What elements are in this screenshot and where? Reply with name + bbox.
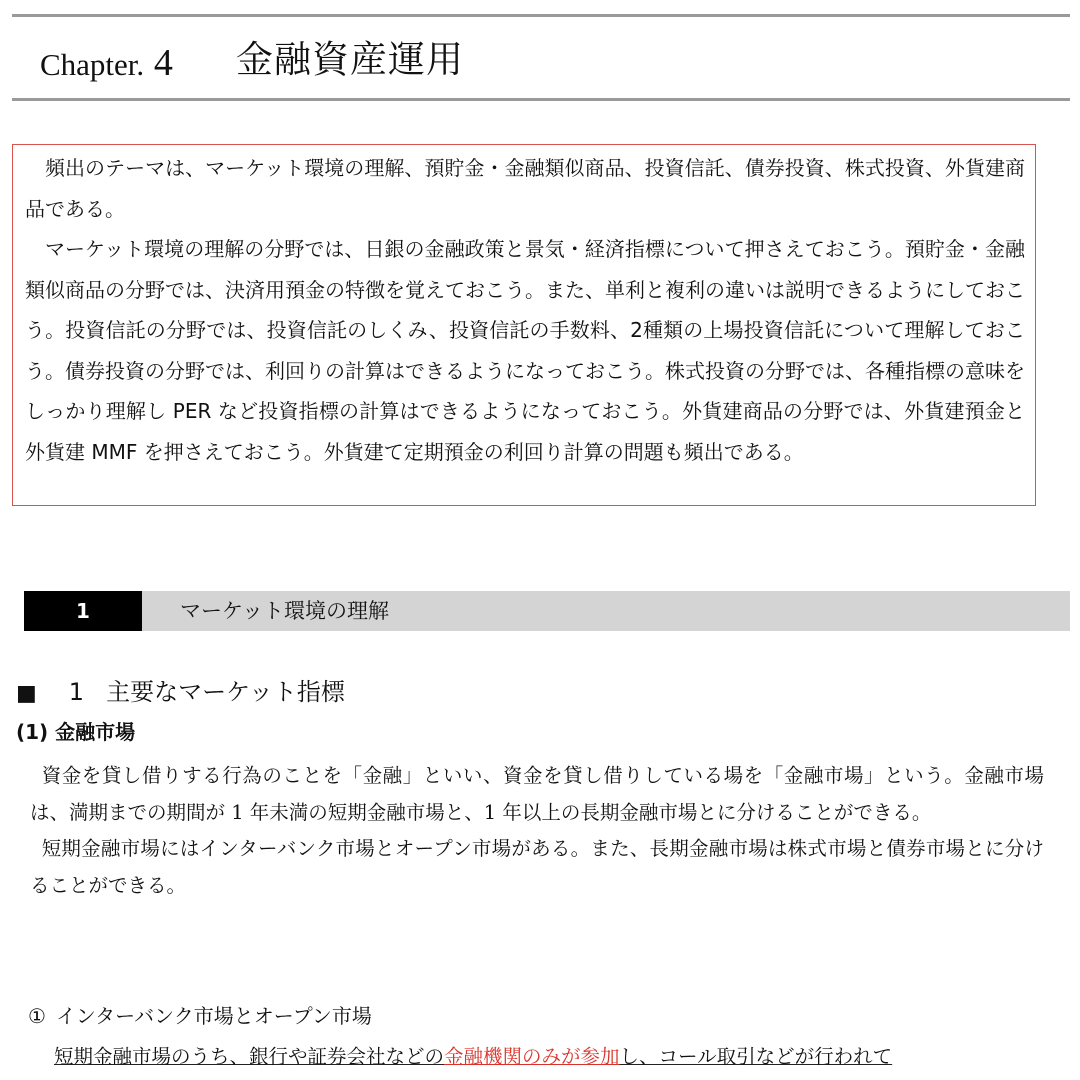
body-paragraph-1: 資金を貸し借りする行為のことを「金融」といい、資金を貸し借りしている場を「金融市場」という。金融市場は、満期までの期間が 1 年未満の短期金融市場と、1 年以上の長期金融市場とに分けることができる。 <box>30 764 1044 824</box>
header-top-rule <box>12 14 1070 17</box>
chapter-label <box>40 43 173 85</box>
body-last-line <box>54 1039 1046 1075</box>
section-bar <box>24 591 1070 631</box>
body-text <box>30 758 1044 904</box>
summary-paragraph-1: 頻出のテーマは、マーケット環境の理解、預貯金・金融類似商品、投資信託、債券投資、株式投資、外貨建商品である。 <box>25 156 1025 221</box>
last-line-after: し、コール取引などが行われて <box>619 1045 893 1068</box>
last-line-before: 短期金融市場のうち、銀行や証券会社などの <box>54 1045 445 1068</box>
subheading <box>16 675 345 711</box>
last-line-highlight: 金融機関のみが参加 <box>444 1045 620 1068</box>
subheading-title: 主要なマーケット指標 <box>106 678 345 706</box>
subsection-heading: (1) 金融市場 <box>16 720 136 744</box>
section-title: マーケット環境の理解 <box>180 599 389 623</box>
chapter-title: 金融資産運用 <box>236 38 464 81</box>
circled-heading <box>28 1000 372 1032</box>
header-bottom-rule <box>12 98 1070 101</box>
circled-heading-title: インターバンク市場とオープン市場 <box>55 1004 372 1028</box>
chapter-word: Chapter. <box>40 47 145 82</box>
body-paragraph-2: 短期金融市場にはインターバンク市場とオープン市場がある。また、長期金融市場は株式市場と債券市場とに分けることができる。 <box>30 837 1044 897</box>
chapter-number: 4 <box>153 42 173 84</box>
summary-box <box>12 144 1036 506</box>
circled-number: ① <box>28 1004 46 1028</box>
subheading-number: 1 <box>68 678 85 706</box>
section-number: 1 <box>24 591 142 631</box>
square-bullet-icon: ■ <box>16 681 37 706</box>
summary-paragraph-2: マーケット環境の理解の分野では、日銀の金融政策と景気・経済指標について押さえておこう。預貯金・金融類似商品の分野では、決済用預金の特徴を覚えておこう。また、単利と複利の違いは説明できるようにしておこう。投資信託の分野では、投資信託のしくみ、投資信託の手数料、2種類の上場投資信託について理解しておこう。債券投資の分野では、利回りの計算はできるようになっておこう。株式投資の分野では、各種指標の意味をしっかり理解し PER など投資指標の計算はできるようになっておこう。外貨建商品の分野では、外貨建預金と外貨建 MMF を押さえておこう。外貨建て定期預金の利回り計算の問題も頻出である。 <box>25 237 1025 464</box>
